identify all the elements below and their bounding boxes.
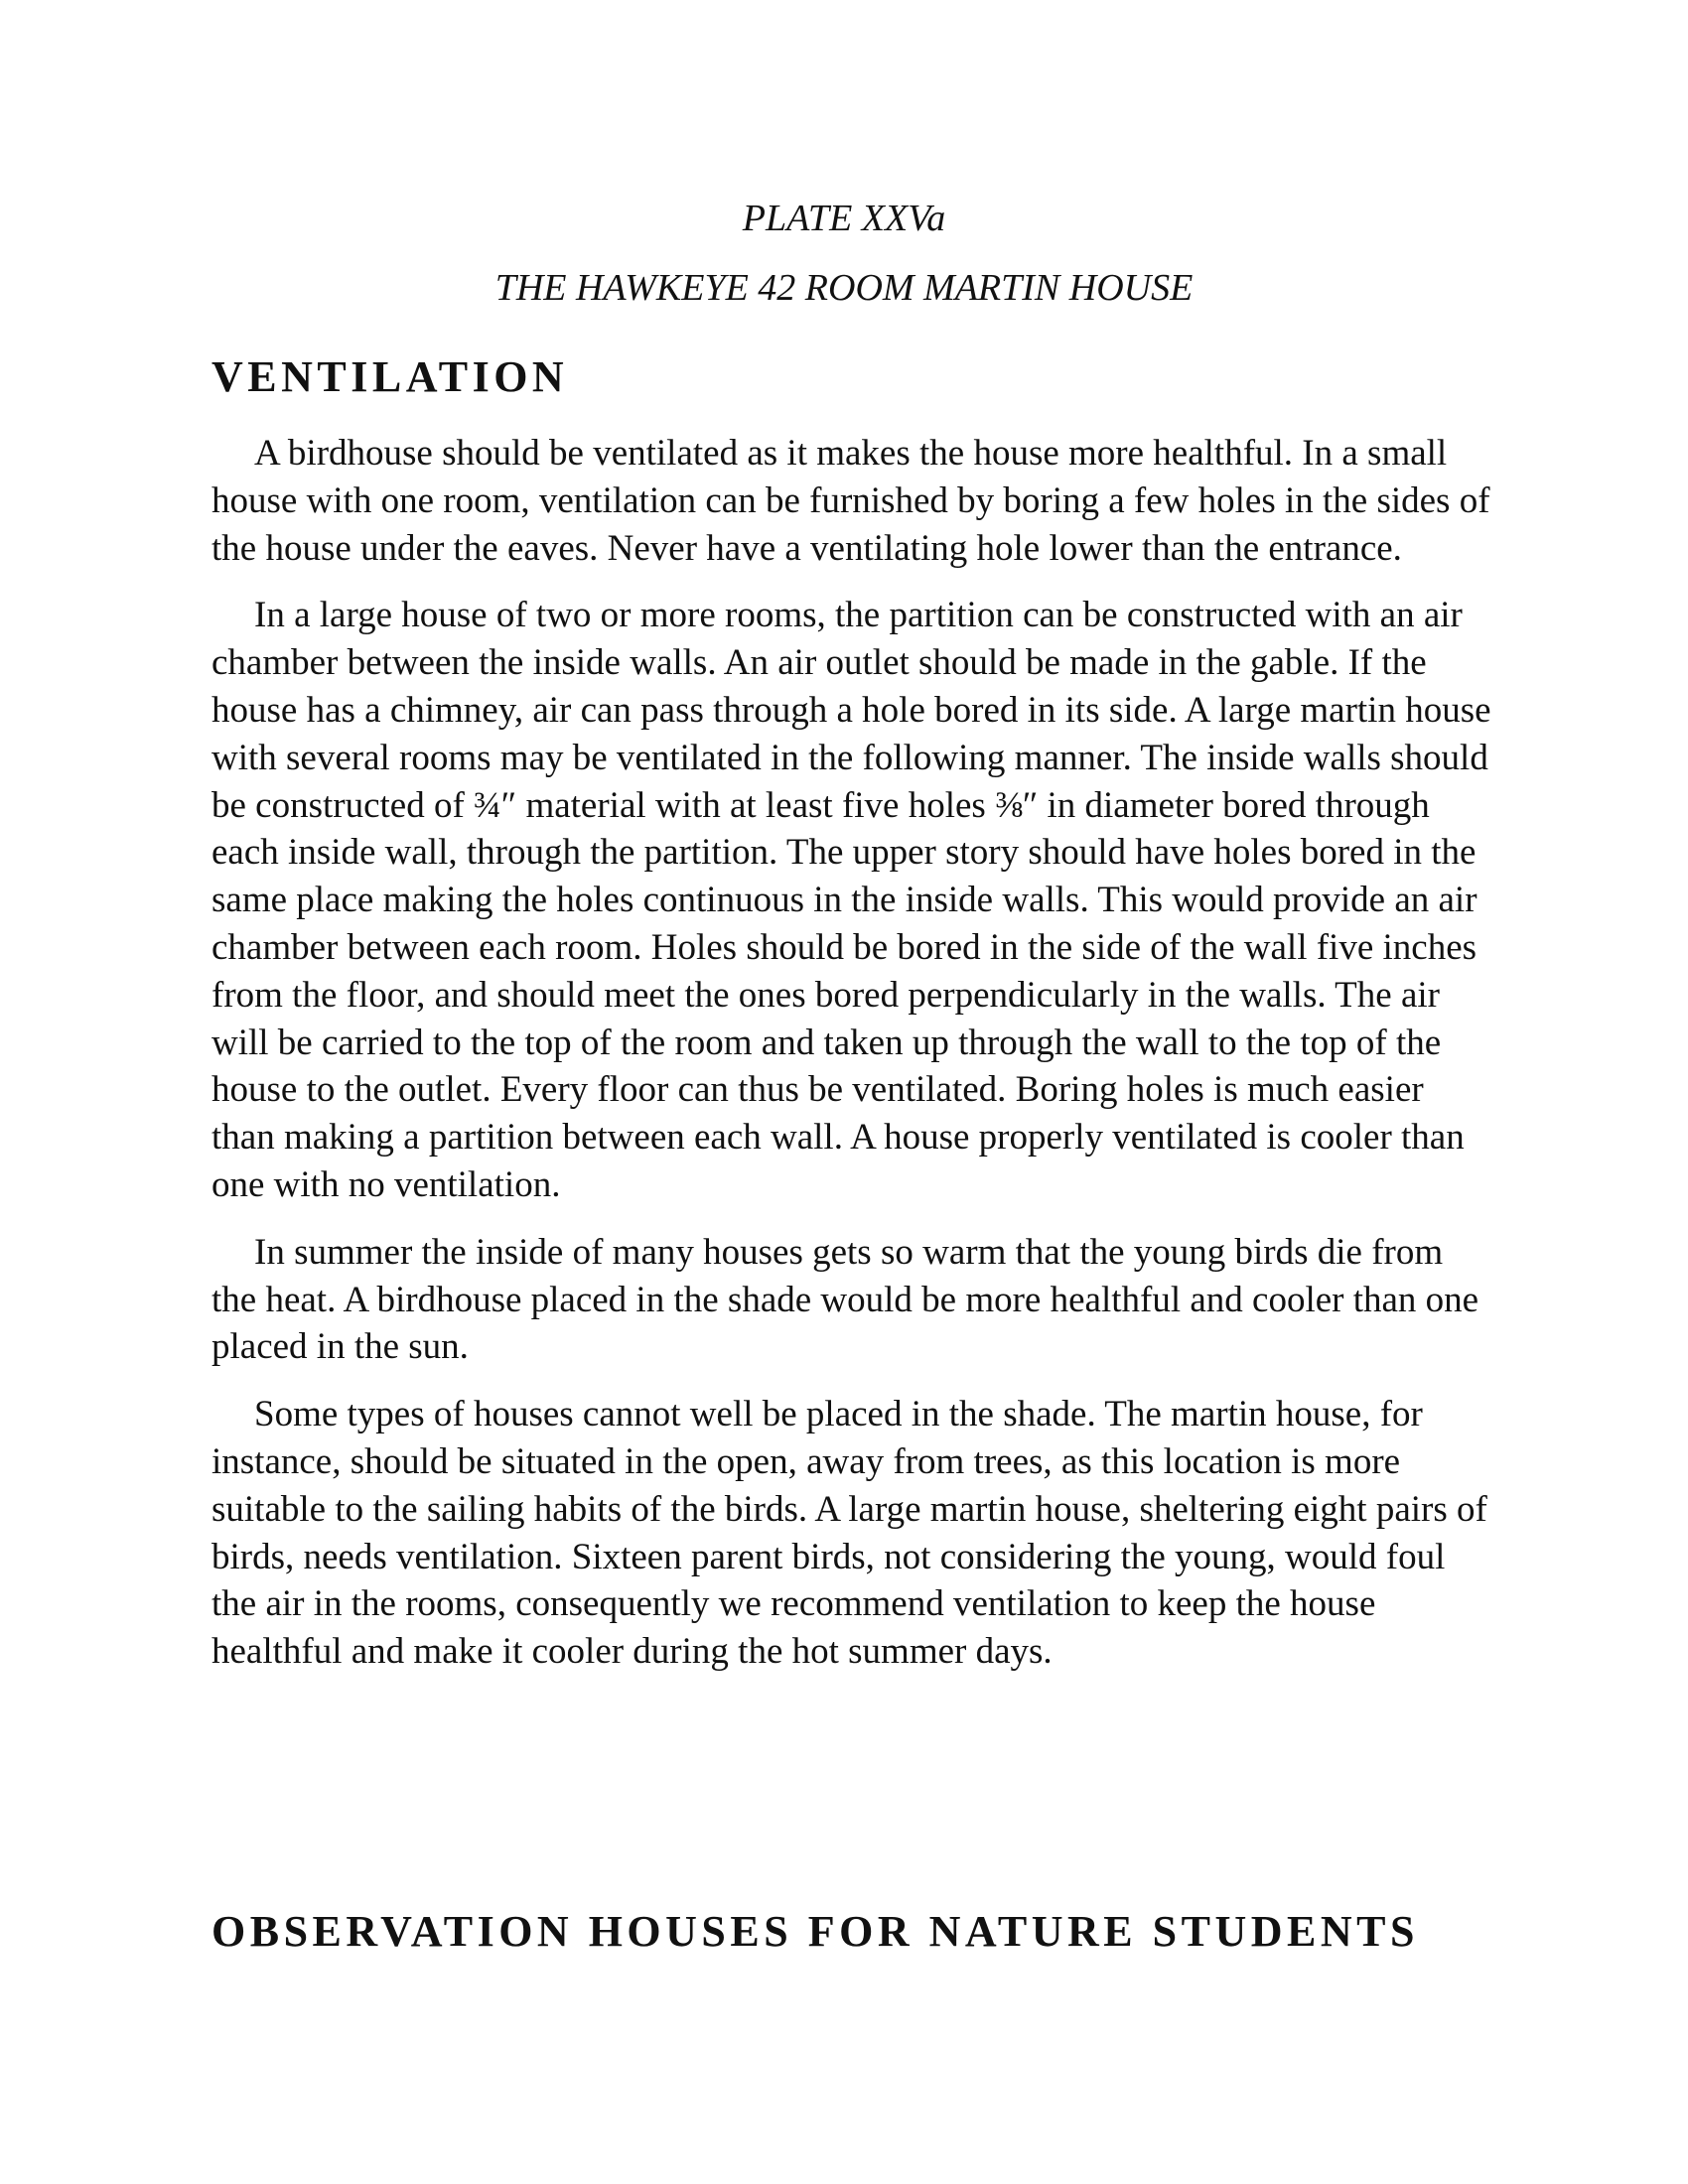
plate-number: PLATE XXVa: [742, 198, 946, 239]
paragraph: Some types of houses cannot well be placed in the shade. The martin house, for instance, should be situated in the open, away from trees, as this location is more suitable to the sailing habits of the birds. A large martin house, sheltering eight pairs of birds, needs ventilation. Sixteen parent birds, not considering the young, would foul the air in the rooms, consequently we recommend ventilation to keep the house healthful and make it cooler during the hot summer days.: [211, 1394, 1487, 1673]
ventilation-body: [211, 430, 1492, 1696]
section-heading-ventilation: VENTILATION: [211, 352, 569, 401]
paragraph: In a large house of two or more rooms, the partition can be constructed with an air chamber between the inside walls. An air outlet should be made in the gable. If the house has a chimney, air can pass through a hole bored in its side. A large martin house with several rooms may be ventilated in the following manner. The inside walls should be constructed of ¾″ material with at least five holes ⅜″ in diameter bored through each inside wall, through the partition. The upper story should have holes bored in the same place making the holes continuous in the inside walls. This would provide an air chamber between each room. Holes should be bored in the side of the wall five inches from the floor, and should meet the ones bored perpendicularly in the walls. The air will be carried to the top of the room and taken up through the wall to the top of the house to the outlet. Every floor can thus be ventilated. Boring holes is much easier than making a partition between each wall. A house properly ventilated is cooler than one with no ventilation.: [211, 595, 1491, 1205]
paragraph: In summer the inside of many houses gets so warm that the young birds die from the heat. A birdhouse placed in the shade would be more healthful and cooler than one placed in the sun.: [211, 1231, 1479, 1368]
plate-title: THE HAWKEYE 42 ROOM MARTIN HOUSE: [494, 267, 1194, 309]
section-heading-observation-houses: OBSERVATION HOUSES FOR NATURE STUDENTS: [211, 1907, 1419, 1956]
paragraph: A birdhouse should be ventilated as it makes the house more healthful. In a small house with one room, ventilation can be furnished by boring a few holes in the sides of the house under the eaves. Never have a ventilating hole lower than the entrance.: [211, 433, 1490, 569]
